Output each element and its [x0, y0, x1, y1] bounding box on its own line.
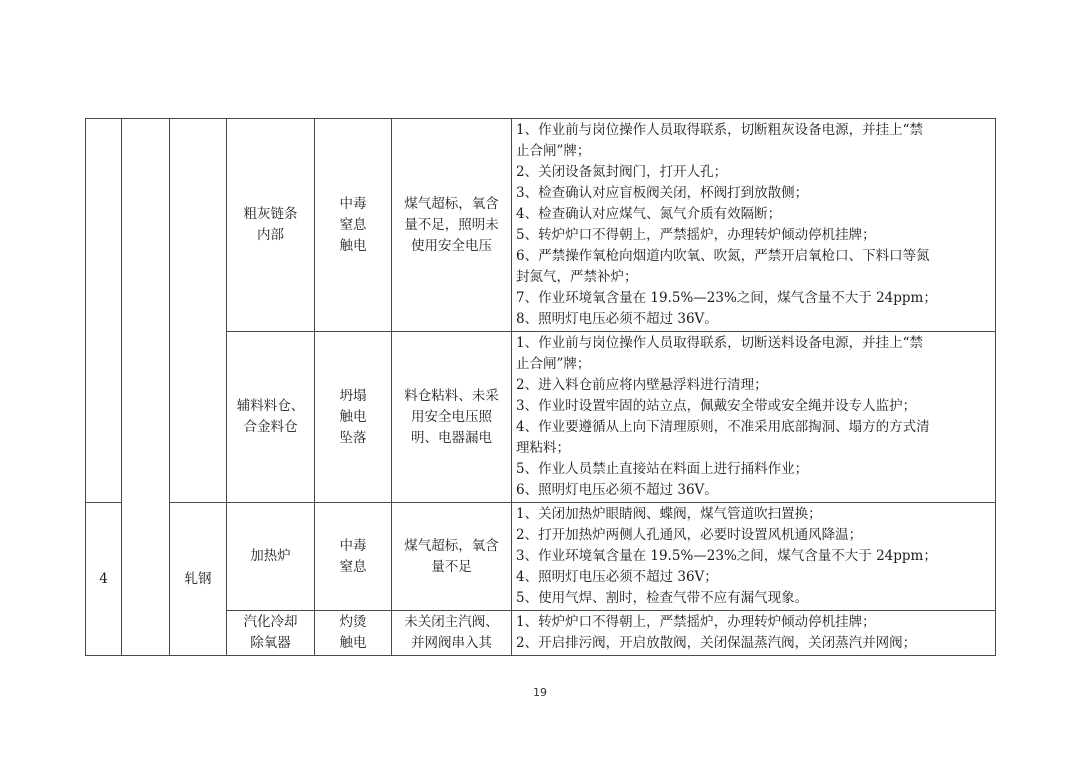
step-line: 2、进入料仓前应将内壁悬浮料进行清理；: [516, 377, 768, 393]
step-line: 1、作业前与岗位操作人员取得联系，切断粗灰设备电源，并挂上“禁: [516, 122, 923, 138]
hazard-cell: 中毒 窒息: [315, 503, 392, 611]
step-line: 1、作业前与岗位操作人员取得联系，切断送料设备电源，并挂上“禁: [516, 335, 923, 351]
step-line: 5、转炉炉口不得朝上，严禁摇炉，办理转炉倾动停机挂牌；: [516, 227, 876, 243]
step-line: 封氮气，严禁补炉；: [516, 269, 638, 285]
step-line: 8、照明灯电压必须不超过 36V。: [516, 311, 718, 327]
step-line: 2、关闭设备氮封阀门，打开人孔；: [516, 164, 728, 180]
index-cell-empty: [86, 119, 122, 503]
step-line: 1、关闭加热炉眼睛阀、蝶阀，煤气管道吹扫置换；: [516, 506, 822, 522]
step-line: 4、作业要遵循从上向下清理原则，不准采用底部掏洞、塌方的方式清: [516, 419, 930, 435]
location-cell: 汽化冷却 除氧器: [227, 611, 315, 656]
step-line: 7、作业环境氧含量在 19.5%—23%之间，煤气含量不大于 24ppm；: [516, 290, 937, 306]
measures-cell: [512, 503, 996, 611]
section-category: 轧钢: [170, 503, 227, 656]
step-line: 止合闸”牌；: [516, 356, 591, 372]
step-line: 理粘料；: [516, 440, 570, 456]
location-cell: 辅料料仓、 合金料仓: [227, 332, 315, 503]
hazard-cell: 灼烫 触电: [315, 611, 392, 656]
step-line: 6、照明灯电压必须不超过 36V。: [516, 482, 718, 498]
cause-cell: 未关闭主汽阀、 并网阀串入其: [392, 611, 512, 656]
step-line: 3、检查确认对应盲板阀关闭，杯阀打到放散侧；: [516, 185, 809, 201]
safety-measures-table: [85, 118, 996, 656]
table-row: [86, 503, 996, 611]
step-line: 5、作业人员禁止直接站在料面上进行捅料作业；: [516, 461, 809, 477]
cause-cell: 煤气超标，氧含 量不足: [392, 503, 512, 611]
step-line: 2、开启排污阀，开启放散阀，关闭保温蒸汽阀，关闭蒸汽并网阀；: [516, 635, 917, 651]
section-index: 4: [86, 503, 122, 656]
measures-cell: [512, 332, 996, 503]
hazard-cell: 坍塌 触电 坠落: [315, 332, 392, 503]
location-cell: 粗灰链条 内部: [227, 119, 315, 332]
step-line: 4、照明灯电压必须不超过 36V；: [516, 569, 718, 585]
step-line: 4、检查确认对应煤气、氮气介质有效隔断；: [516, 206, 782, 222]
cause-cell: 煤气超标，氧含 量不足，照明未 使用安全电压: [392, 119, 512, 332]
measures-cell: [512, 119, 996, 332]
blank-cell: [122, 119, 170, 656]
step-line: 6、严禁操作氧枪向烟道内吹氧、吹氮，严禁开启氧枪口、下料口等氮: [516, 248, 930, 264]
measures-cell: [512, 611, 996, 656]
step-line: 止合闸”牌；: [516, 143, 591, 159]
table-row: [86, 119, 996, 332]
step-line: 2、打开加热炉两侧人孔通风，必要时设置风机通风降温；: [516, 527, 863, 543]
step-line: 3、作业环境氧含量在 19.5%—23%之间，煤气含量不大于 24ppm；: [516, 548, 937, 564]
step-line: 1、转炉炉口不得朝上，严禁摇炉，办理转炉倾动停机挂牌；: [516, 614, 876, 630]
category-cell-empty: [170, 119, 227, 503]
step-line: 5、使用气焊、割时，检查气带不应有漏气现象。: [516, 590, 809, 606]
hazard-cell: 中毒 窒息 触电: [315, 119, 392, 332]
page-number: 19: [533, 686, 547, 699]
location-cell: 加热炉: [227, 503, 315, 611]
cause-cell: 料仓粘料、未采 用安全电压照 明、电器漏电: [392, 332, 512, 503]
step-line: 3、作业时设置牢固的站立点，佩戴安全带或安全绳并设专人监护；: [516, 398, 917, 414]
